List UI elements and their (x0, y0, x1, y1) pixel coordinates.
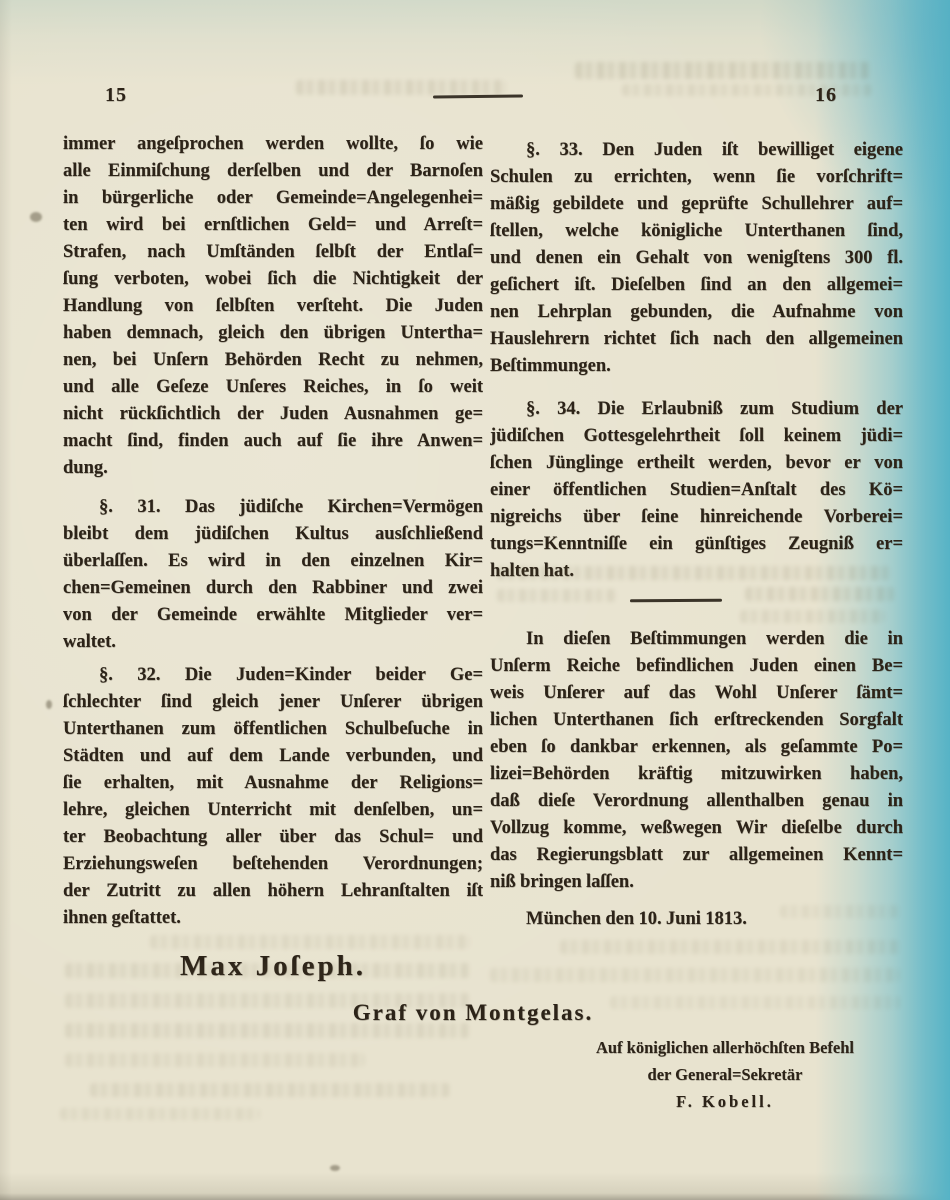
text-line: Strafen, nach Umſtänden ſelbſt der Entlaſ= (63, 242, 483, 262)
text-line: geſichert iſt. Dieſelben ſind an den allgemei= (490, 275, 903, 295)
paper-speck (46, 700, 52, 709)
text-line: §. 34. Die Erlaubniß zum Studium der (526, 399, 903, 419)
countersignature-line: der General=Sekretär (647, 1065, 803, 1084)
text-line: Hauslehrern richtet ſich nach den allgemeinen (490, 329, 903, 349)
text-line: chen=Gemeinen durch den Rabbiner und zwei (63, 578, 483, 598)
text-line: Städten und auf dem Lande verbunden, und (63, 746, 483, 766)
text-line: nicht rückſichtlich der Juden Ausnahmen ge= (63, 404, 483, 424)
paragraph (490, 396, 903, 585)
text-line: waltet. (63, 632, 116, 652)
paragraph (490, 626, 903, 896)
text-line: In dieſen Beſtimmungen werden die in (526, 629, 903, 649)
text-line: ten wird bei ernſtlichen Geld= und Arreſt= (63, 215, 483, 235)
text-line: überlaſſen. Es wird in den einzelnen Kir= (63, 551, 483, 571)
text-line: halten hat. (490, 561, 574, 581)
page-number-left: 15 (105, 84, 127, 106)
text-line: §. 32. Die Juden=Kinder beider Ge= (99, 665, 483, 685)
bleed-through-mark (90, 1083, 450, 1097)
text-line: Schulen zu errichten, wenn ſie vorſchrift= (490, 167, 903, 187)
bleed-through-mark (490, 968, 900, 982)
text-line: Unſerm Reiche befindlichen Juden einen Be= (490, 656, 903, 676)
text-line: niß bringen laſſen. (490, 872, 634, 892)
text-line: in bürgerliche oder Gemeinde=Angelegenhei= (63, 188, 483, 208)
paragraph (490, 906, 903, 933)
text-line: immer angeſprochen werden wollte, ſo wie (63, 134, 483, 154)
right-text-column (490, 137, 903, 933)
bleed-through-mark (575, 62, 870, 79)
countersignature-line: Auf königlichen allerhöchſten Befehl (595, 1038, 855, 1057)
text-line: dung. (63, 458, 108, 478)
page-number-right: 16 (815, 84, 837, 106)
text-line: Vollzug komme, weßwegen Wir dieſelbe durch (490, 818, 903, 838)
text-line: macht ſind, finden auch auf ſie ihre Anwen= (63, 431, 483, 451)
text-line: ihnen geſtattet. (63, 908, 181, 928)
text-line: Erziehungsweſen beſtehenden Verordnungen; (63, 854, 483, 874)
text-line: nen, bei Unſern Behörden Recht zu nehmen, (63, 350, 483, 370)
text-line: weis Unſerer auf das Wohl Unſerer ſämt= (490, 683, 903, 703)
paragraph (63, 662, 483, 932)
text-line: und denen ein Gehalt von wenigſtens 300 fl. (490, 248, 903, 268)
text-line: Handlung von ſelbſten verſteht. Die Juden (63, 296, 483, 316)
text-line: ſchlechter ſind gleich jener Unſerer übrigen (63, 692, 483, 712)
text-line: ſie erhalten, mit Ausnahme der Religions= (63, 773, 483, 793)
text-line: ſung verboten, wobei ſich die Nichtigkeit der (63, 269, 483, 289)
text-line: und alle Geſeze Unſeres Reiches, in ſo weit (63, 377, 483, 397)
text-line: eben ſo dankbar erkennen, als geſammte Po= (490, 737, 903, 757)
text-line: einer öffentlichen Studien=Anſtalt des Kö= (490, 480, 903, 500)
paragraph (63, 494, 483, 656)
text-line: §. 31. Das jüdiſche Kirchen=Vermögen (99, 497, 483, 517)
text-line: Beſtimmungen. (490, 356, 611, 376)
section-divider-rule (630, 599, 722, 603)
paragraph (63, 131, 483, 482)
text-line: lehre, gleichen Unterricht mit denſelben, un= (63, 800, 483, 820)
text-line: bleibt dem jüdiſchen Kultus ausſchließend (63, 524, 483, 544)
text-line: München den 10. Juni 1813. (526, 909, 747, 929)
text-line: haben demnach, gleich den übrigen Untertha= (63, 323, 483, 343)
signature-monarch: Max Joſeph. (179, 950, 367, 982)
page-divider-dash (433, 95, 523, 99)
text-line: von der Gemeinde erwählte Mitglieder ver= (63, 605, 483, 625)
bleed-through-mark (60, 1108, 260, 1120)
text-line: ſchen Jünglinge ertheilt werden, bevor er von (490, 453, 903, 473)
bleed-through-mark (65, 1053, 365, 1067)
text-line: das Regierungsblatt zur allgemeinen Kennt= (490, 845, 903, 865)
paragraph (490, 137, 903, 380)
text-line: nigreichs über ſeine hinreichende Vorberei= (490, 507, 903, 527)
text-line: ſtellen, welche königliche Unterthanen ſind, (490, 221, 903, 241)
text-line: alle Einmiſchung derſelben und der Barnoſen (63, 161, 483, 181)
left-text-column (63, 131, 483, 932)
text-line: der Zutritt zu allen höhern Lehranſtalten iſt (63, 881, 483, 901)
paper-speck (30, 212, 42, 222)
bleed-through-mark (296, 80, 506, 95)
text-line: daß dieſe Verordnung allenthalben genau in (490, 791, 903, 811)
text-line: Unterthanen zum öffentlichen Schulbeſuche in (63, 719, 483, 739)
text-line: lichen Unterthanen ſich erſtreckenden Sorgfalt (490, 710, 903, 730)
countersignature-block (575, 1034, 875, 1115)
text-line: §. 33. Den Juden iſt bewilliget eigene (526, 140, 903, 160)
text-line: nen Lehrplan gebunden, die Aufnahme von (490, 302, 903, 322)
bleed-through-mark (560, 940, 900, 954)
text-line: tungs=Kenntniſſe ein günſtiges Zeugniß er= (490, 534, 903, 554)
paper-speck (330, 1165, 340, 1171)
countersignature-line: F. Kobell. (676, 1092, 774, 1111)
bleed-through-mark (150, 935, 470, 949)
text-line: jüdiſchen Gottesgelehrtheit ſoll keinem jüdi= (490, 426, 903, 446)
text-line: ter Beobachtung aller über das Schul= und (63, 827, 483, 847)
text-line: lizei=Behörden kräftig mitzuwirken haben, (490, 764, 903, 784)
signature-minister: Graf von Montgelas. (352, 1000, 594, 1025)
text-line: mäßig gebildete und geprüfte Schullehrer auf= (490, 194, 903, 214)
